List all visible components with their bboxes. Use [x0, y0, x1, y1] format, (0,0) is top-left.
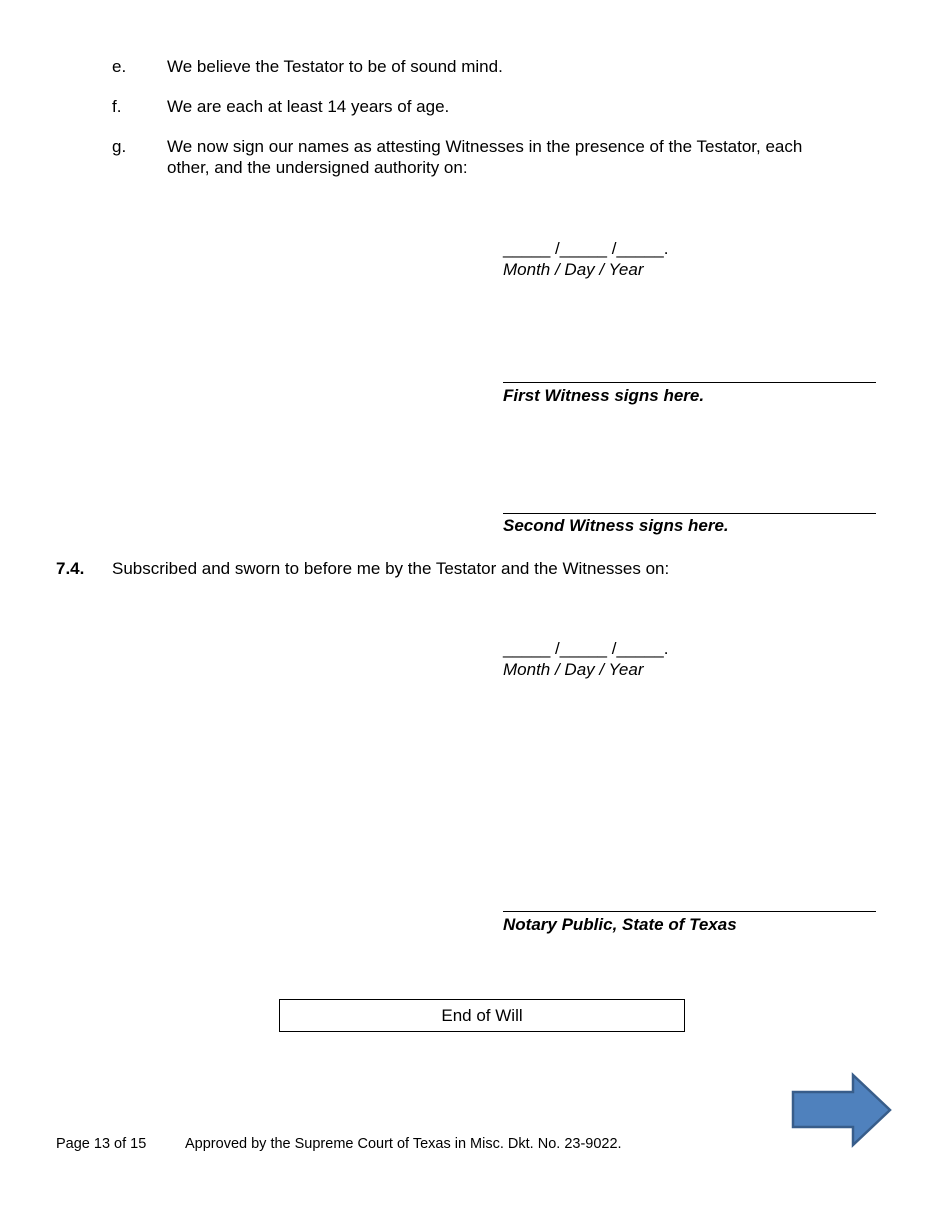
date-caption: Month / Day / Year: [503, 660, 644, 679]
right-arrow-icon[interactable]: [790, 1072, 894, 1148]
notary-signature-line: [503, 911, 876, 912]
first-witness-signature-line: [503, 382, 876, 383]
item-text: We believe the Testator to be of sound mind.: [167, 57, 503, 76]
footer-approval: Approved by the Supreme Court of Texas in Misc. Dkt. No. 23-9022.: [185, 1136, 622, 1152]
date-blank: _____ /_____ /_____.: [503, 239, 669, 258]
item-text: We are each at least 14 years of age.: [167, 97, 450, 116]
end-of-will-box: End of Will: [279, 999, 685, 1032]
item-label: g.: [112, 137, 127, 156]
item-label: f.: [112, 97, 122, 116]
item-text-cont: other, and the undersigned authority on:: [167, 158, 468, 177]
date-blank: _____ /_____ /_____.: [503, 639, 669, 658]
section-text: Subscribed and sworn to before me by the Testator and the Witnesses on:: [112, 559, 670, 578]
notary-caption: Notary Public, State of Texas: [503, 915, 737, 934]
item-label: e.: [112, 57, 127, 76]
section-number: 7.4.: [56, 559, 85, 578]
footer-page-number: Page 13 of 15: [56, 1136, 147, 1152]
second-witness-signature-line: [503, 513, 876, 514]
date-caption: Month / Day / Year: [503, 260, 644, 279]
second-witness-caption: Second Witness signs here.: [503, 516, 729, 535]
item-text: We now sign our names as attesting Witnesses in the presence of the Testator, each: [167, 137, 803, 156]
first-witness-caption: First Witness signs here.: [503, 386, 705, 405]
